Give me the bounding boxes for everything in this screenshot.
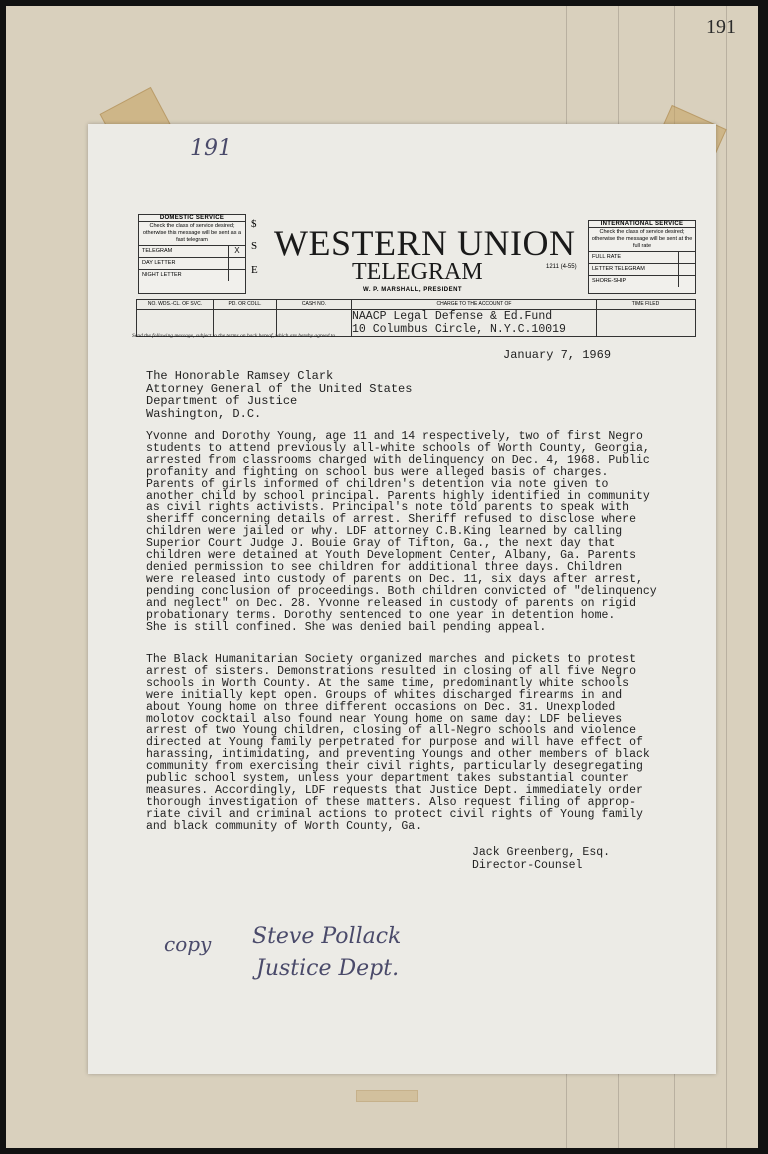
intl-row-letter-telegram: LETTER TELEGRAM	[589, 264, 695, 276]
signer-name: Jack Greenberg, Esq.	[472, 846, 611, 859]
domestic-service-header: DOMESTIC SERVICE	[139, 215, 245, 222]
ledger-line	[726, 6, 727, 1148]
domestic-row-night-letter: NIGHT LETTER	[139, 270, 245, 281]
col-charge: CHARGE TO THE ACCOUNT OF	[352, 300, 597, 336]
charge-account: NAACP Legal Defense & Ed.Fund 10 Columbus Circle, N.Y.C.10019	[352, 310, 566, 336]
archive-page	[6, 6, 758, 1148]
pencil-page-number: 191	[190, 136, 232, 161]
form-instructions: Send the following message, subject to the terms on back hereof, which are hereby agreed to	[132, 333, 336, 339]
international-service-note: Check the class of service desired; otherwise the message will be sent at the full rate	[589, 228, 695, 252]
side-mark: $	[251, 218, 257, 230]
company-name: WESTERN UNION	[274, 223, 576, 263]
recipient-address: The Honorable Ramsey Clark Attorney General of the United States Department of Justice Washington, D.C.	[146, 369, 413, 421]
handwritten-department: Justice Dept.	[256, 956, 400, 981]
tape-residue	[356, 1090, 418, 1102]
form-number: 1211 (4-55)	[546, 264, 577, 270]
intl-row-shore-ship: SHORE-SHIP	[589, 276, 695, 287]
handwritten-copy: copy	[164, 932, 212, 956]
domestic-service-note: Check the class of service desired; otherwise this message will be sent as a fast telegram	[139, 222, 245, 246]
message-paragraph-2: The Black Humanitarian Society organized marches and pickets to protest arrest of sisters. Demonstrations resulted in closing of all five Negro schools in Worth County. At the same time, predominantly white schools were initially kept open. Groups of whites discharged firearms in and about Young home on three different occasions on Dec. 31. Unexploded molotov cocktail also found near Young home on same day: LDF believes arrest of two Young children, closing of all-Negro schools and violence directed at Young family perpetrated for purpose and will have effect of harassing, intimidating, and preventing Youngs and other members of black community from exercising their civil rights, particularly desegregating public school system, unless your department takes substantial counter measures. Accordingly, LDF requests that Justice Dept. immediately order thorough investigation of these matters. Also request filing of approp- riate civil and criminal actions to protect civil rights of Young family and black community of Worth County, Ga.	[146, 653, 650, 833]
intl-row-full-rate: FULL RATE	[589, 252, 695, 264]
signer-title: Director-Counsel	[472, 858, 583, 872]
col-words: NO. WDS.-CL. OF SVC.	[137, 300, 214, 336]
col-time-filed: TIME FILED	[631, 301, 660, 307]
side-mark: E	[251, 264, 258, 276]
col-cash: CASH NO.	[277, 300, 352, 336]
president-line: W. P. MARSHALL, PRESIDENT	[363, 287, 463, 293]
check-mark: X	[228, 246, 245, 257]
folio-number: 191	[706, 16, 736, 38]
checkbox-cell	[228, 258, 245, 269]
telegram-heading: TELEGRAM	[352, 259, 483, 285]
handwritten-recipient: Steve Pollack	[252, 924, 402, 949]
checkbox-cell	[228, 270, 245, 281]
message-date: January 7, 1969	[503, 348, 612, 362]
col-paid: PD. OR COLL.	[214, 300, 277, 336]
domestic-row-telegram: TELEGRAM X	[139, 246, 245, 258]
international-service-box	[588, 220, 696, 294]
side-mark: S	[251, 240, 258, 252]
domestic-row-day-letter: DAY LETTER	[139, 258, 245, 270]
signature-block	[472, 847, 610, 872]
message-paragraph-1: Yvonne and Dorothy Young, age 11 and 14 respectively, two of first Negro students to attend previously all-white schools of Worth County, Georgia, arrested from classrooms charged with delinquency on Dec. 4, 1968. Public profanity and fighting on school bus were alleged basis of charges. Parents of girls informed of children's detention via note given to another child by school principal. Parents highly identified in community as civil rights activists. Principal's note told parents to speak with sheriff concerning details of arrest. Sheriff refused to disclose where children were jailed or why. LDF attorney C.B.King learned by calling Superior Court Judge J. Bouie Gray of Tifton, Ga., the next day that children were detained at Youth Development Center, Albany, Ga. Parents denied permission to see children for additional three days. Children were released into custody of parents on Dec. 11, six days after arrest, pending conclusion of proceedings. Both children convicted of "delinquency and neglect" on Dec. 28. Yvonne released in custody of parents on rigid probationary terms. Dorothy sentenced to one year in detention home. She is still confined. She was denied bail pending appeal.	[146, 430, 657, 634]
domestic-service-box	[138, 214, 246, 294]
international-service-header: INTERNATIONAL SERVICE	[589, 221, 695, 228]
